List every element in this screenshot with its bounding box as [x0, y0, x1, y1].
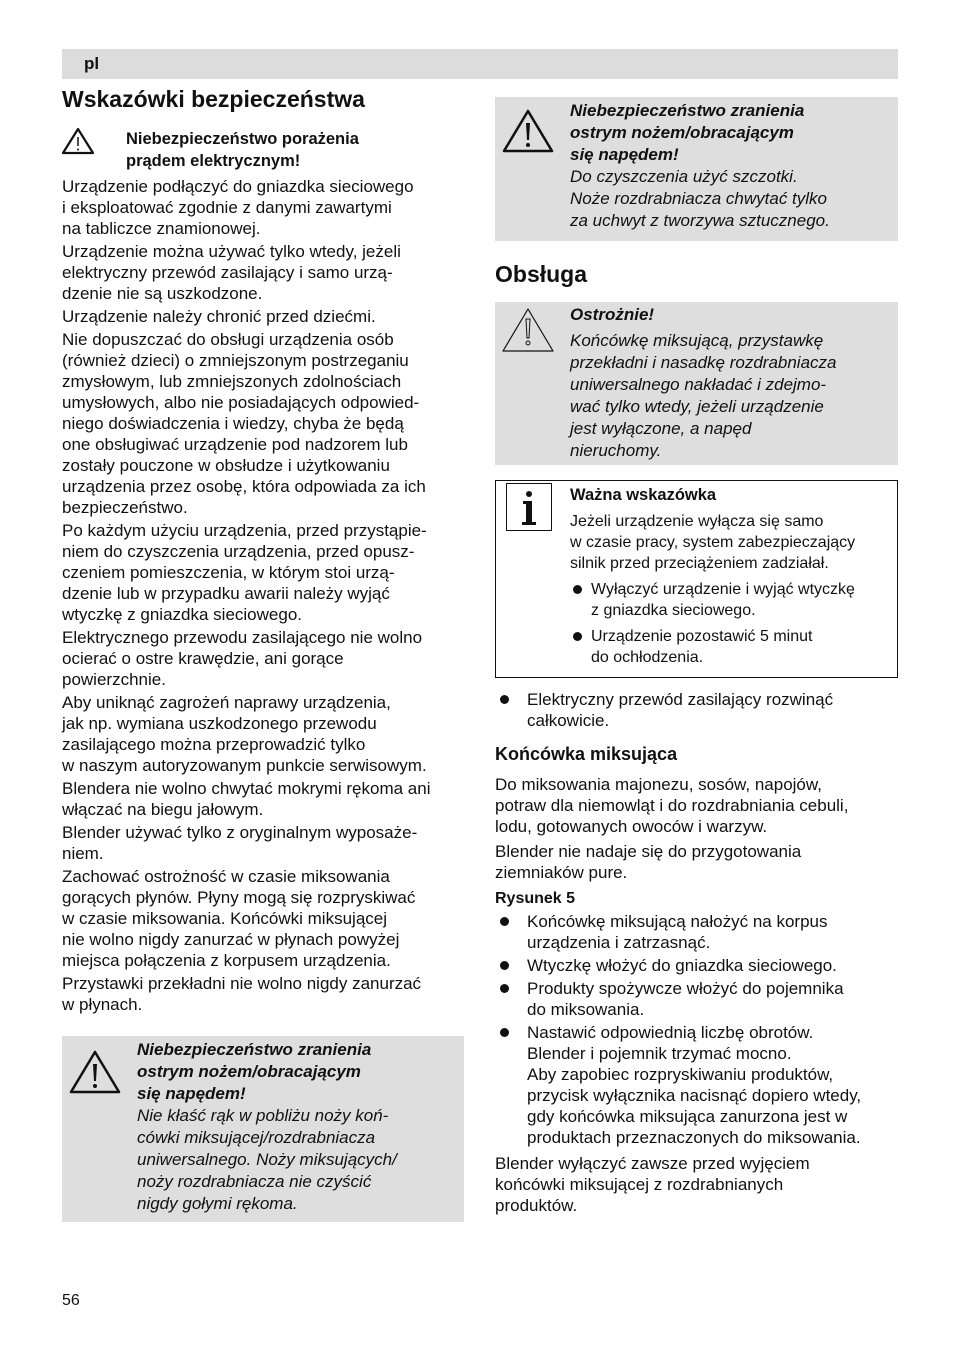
- list-item: Urządzenie pozostawić 5 minut do ochłodzenia.: [570, 626, 890, 668]
- paragraph: Blender nie nadaje się do przygotowania ziemniaków pure.: [495, 842, 802, 882]
- shock-warning: Niebezpieczeństwo porażenia prądem elektrycznym!: [126, 130, 359, 170]
- blade-warning-box-2: [495, 97, 898, 241]
- operation-title: Obsługa: [495, 261, 588, 287]
- paragraph: Aby uniknąć zagrożeń naprawy urządzenia, jak np. wymiana uszkodzonego przewodu zasilającego można przeprowadzić tylko w naszym autoryzowanym punkcie serwisowym.: [62, 693, 427, 775]
- blade-warning-body: Nie kłaść rąk w pobliżu noży koń- cówki miksującej/rozdrabniacza uniwersalnego. Noży miksujących/ noży rozdrabniacza nie czyścić nigdy gołymi rękoma.: [137, 1106, 397, 1213]
- page-number: 56: [62, 1292, 80, 1309]
- paragraph: Przystawki przekładni nie wolno nigdy zanurzać w płynach.: [62, 974, 422, 1014]
- caution-body: Końcówkę miksującą, przystawkę przekładni i nasadkę rozdrabniacza uniwersalnego nakładać i zdejmo- wać tylko wtedy, jeżeli urządzenie jest wyłączone, a napęd nieruchomy.: [570, 331, 837, 460]
- language-header-bar: [62, 49, 898, 79]
- paragraph: Do miksowania majonezu, sosów, napojów, potraw dla niemowląt i do rozdrabniania cebuli, lodu, gotowanych owoców i warzyw.: [495, 775, 849, 836]
- caution-title: Ostrożnie!: [570, 305, 655, 324]
- list-item: Końcówkę miksującą nałożyć na korpus urządzenia i zatrzasnąć.: [495, 911, 899, 953]
- caution-box: [495, 302, 898, 465]
- list-item: Wyłączyć urządzenie i wyjąć wtyczkę z gniazdka sieciowego.: [570, 579, 890, 621]
- paragraph: Urządzenie należy chronić przed dziećmi.: [62, 307, 376, 326]
- blade-warning-title: Niebezpieczeństwo zranienia ostrym nożem/obracającym się napędem!: [570, 101, 805, 164]
- safety-title: Wskazówki bezpieczeństwa: [62, 86, 365, 112]
- paragraph: Po każdym użyciu urządzenia, przed przystąpie- niem do czyszczenia urządzenia, przed opusz- czeniem pomieszczenia, w którym stoi urzą- dzenie lub w przypadku awarii należy wyjąć wtyczkę z gniazdka sieciowego.: [62, 521, 427, 624]
- language-label: pl: [84, 54, 100, 73]
- paragraph: Nie dopuszczać do obsługi urządzenia osób (również dzieci) o zmniejszonym postrzeganiu zmysłowym, lub zmniejszonych zdolnościach umysłowych, albo nie posiadających odpowied- niego doświadczenia i wiedzy, chyba że będą one obsługiwać urządzenie pod nadzorem lub zostały pouczone w obsłudze i użytkowaniu urządzenia przez osobę, która odpowiada za ich bezpieczeństwo.: [62, 330, 426, 517]
- warning-triangle-icon: [502, 109, 554, 153]
- important-note-body: Jeżeli urządzenie wyłącza się samo w czasie pracy, system zabezpieczający silnik przed przeciążeniem zadziałał.: [570, 513, 856, 572]
- mixing-attachment-subtitle: Końcówka miksująca: [495, 744, 678, 764]
- paragraph: Blendera nie wolno chwytać mokrymi rękoma ani włączać na biegu jałowym.: [62, 779, 431, 819]
- paragraph: Blender używać tylko z oryginalnym wyposaże- niem.: [62, 823, 418, 863]
- important-note-box: [495, 480, 898, 678]
- figure-label: Rysunek 5: [495, 890, 576, 907]
- paragraph: Blender wyłączyć zawsze przed wyjęciem końcówki miksującej z rozdrabnianych produktów.: [495, 1154, 810, 1215]
- list-item: Produkty spożywcze włożyć do pojemnika do miksowania.: [495, 978, 899, 1020]
- paragraph: Zachować ostrożność w czasie miksowania gorących płynów. Płyny mogą się rozpryskiwać w czasie miksowania. Końcówki miksującej nie wolno nigdy zanurzać w płynach powyżej miejsca połączenia z korpusem urządzenia.: [62, 867, 416, 970]
- caution-triangle-icon: [501, 307, 555, 353]
- blade-warning-title: Niebezpieczeństwo zranienia ostrym nożem/obracającym się napędem!: [137, 1040, 372, 1103]
- safety-paragraphs: [62, 176, 466, 1017]
- warning-triangle-icon: [69, 1050, 121, 1094]
- blade-warning-box: [62, 1036, 464, 1222]
- paragraph: Urządzenie podłączyć do gniazdka sieciowego i eksploatować zgodnie z danymi zawartymi na tabliczce znamionowej.: [62, 177, 414, 238]
- list-item: Wtyczkę włożyć do gniazdka sieciowego.: [495, 955, 899, 976]
- important-note-content: [570, 511, 890, 668]
- important-note-title: Ważna wskazówka: [570, 486, 717, 504]
- operation-content: [495, 689, 899, 1218]
- list-item: Nastawić odpowiednią liczbę obrotów. Blender i pojemnik trzymać mocno. Aby zapobiec rozpryskiwaniu produktów, przycisk wyłącznika nacisnąć dopiero wtedy, gdy końcówka miksująca zanurzona jest w produktach przeznaczonych do miksowania.: [495, 1022, 937, 1148]
- blade-warning-body: Do czyszczenia użyć szczotki. Noże rozdrabniacza chwytać tylko za uchwyt z tworzywa sztucznego.: [570, 167, 830, 230]
- list-item: Elektryczny przewód zasilający rozwinąć całkowicie.: [495, 689, 899, 731]
- paragraph: Elektrycznego przewodu zasilającego nie wolno ocierać o ostre krawędzie, ani gorące powierzchnie.: [62, 628, 423, 689]
- warning-triangle-icon: [61, 127, 95, 155]
- paragraph: Urządzenie można używać tylko wtedy, jeżeli elektryczny przewód zasilający i samo urzą- dzenie nie są uszkodzone.: [62, 242, 401, 303]
- info-icon: [506, 483, 552, 531]
